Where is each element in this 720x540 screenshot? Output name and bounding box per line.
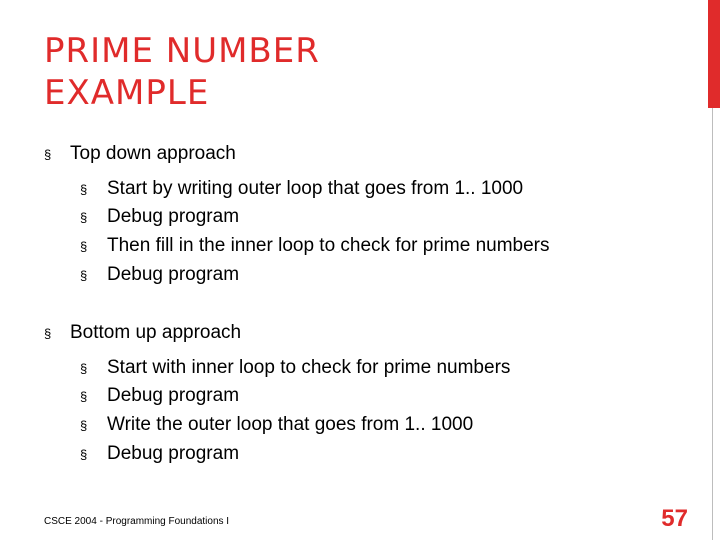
- list-item-text: Then fill in the inner loop to check for prime numbers: [107, 235, 550, 256]
- list-item: [80, 443, 239, 465]
- bullet-marker: §: [44, 325, 52, 341]
- list-item: [80, 264, 239, 286]
- list-item: [80, 178, 523, 200]
- list-item: [80, 385, 239, 407]
- list-item-text: Debug program: [107, 206, 240, 227]
- bullet-marker: §: [80, 209, 88, 225]
- list-item: [80, 206, 239, 228]
- section-heading-text: Bottom up approach: [70, 322, 242, 343]
- list-item-text: Debug program: [107, 264, 240, 285]
- bullet-marker: §: [80, 446, 88, 462]
- title-line-2: EXAMPLE: [44, 73, 210, 113]
- bullet-marker: §: [80, 388, 88, 404]
- slide-title: [44, 30, 644, 114]
- bullet-marker: §: [80, 360, 88, 376]
- page-number: 57: [661, 505, 688, 532]
- title-line-1: PRIME NUMBER: [44, 31, 320, 71]
- divider-line: [712, 108, 713, 540]
- section-heading-top-down: [44, 143, 236, 165]
- list-item-text: Start by writing outer loop that goes from 1.. 1000: [107, 178, 524, 199]
- bullet-marker: §: [80, 238, 88, 254]
- accent-bar: [708, 0, 720, 108]
- list-item-text: Start with inner loop to check for prime numbers: [107, 357, 511, 378]
- list-item: [80, 235, 550, 257]
- section-heading-text: Top down approach: [70, 143, 236, 164]
- list-item-text: Debug program: [107, 385, 240, 406]
- bullet-marker: §: [80, 417, 88, 433]
- list-item: [80, 357, 510, 379]
- list-item: [80, 414, 473, 436]
- bullet-marker: §: [80, 267, 88, 283]
- bullet-marker: §: [80, 181, 88, 197]
- list-item-text: Write the outer loop that goes from 1.. 1000: [107, 414, 474, 435]
- section-heading-bottom-up: [44, 322, 241, 344]
- list-item-text: Debug program: [107, 443, 240, 464]
- footer-course-name: CSCE 2004 - Programming Foundations I: [44, 516, 230, 527]
- bullet-marker: §: [44, 146, 52, 162]
